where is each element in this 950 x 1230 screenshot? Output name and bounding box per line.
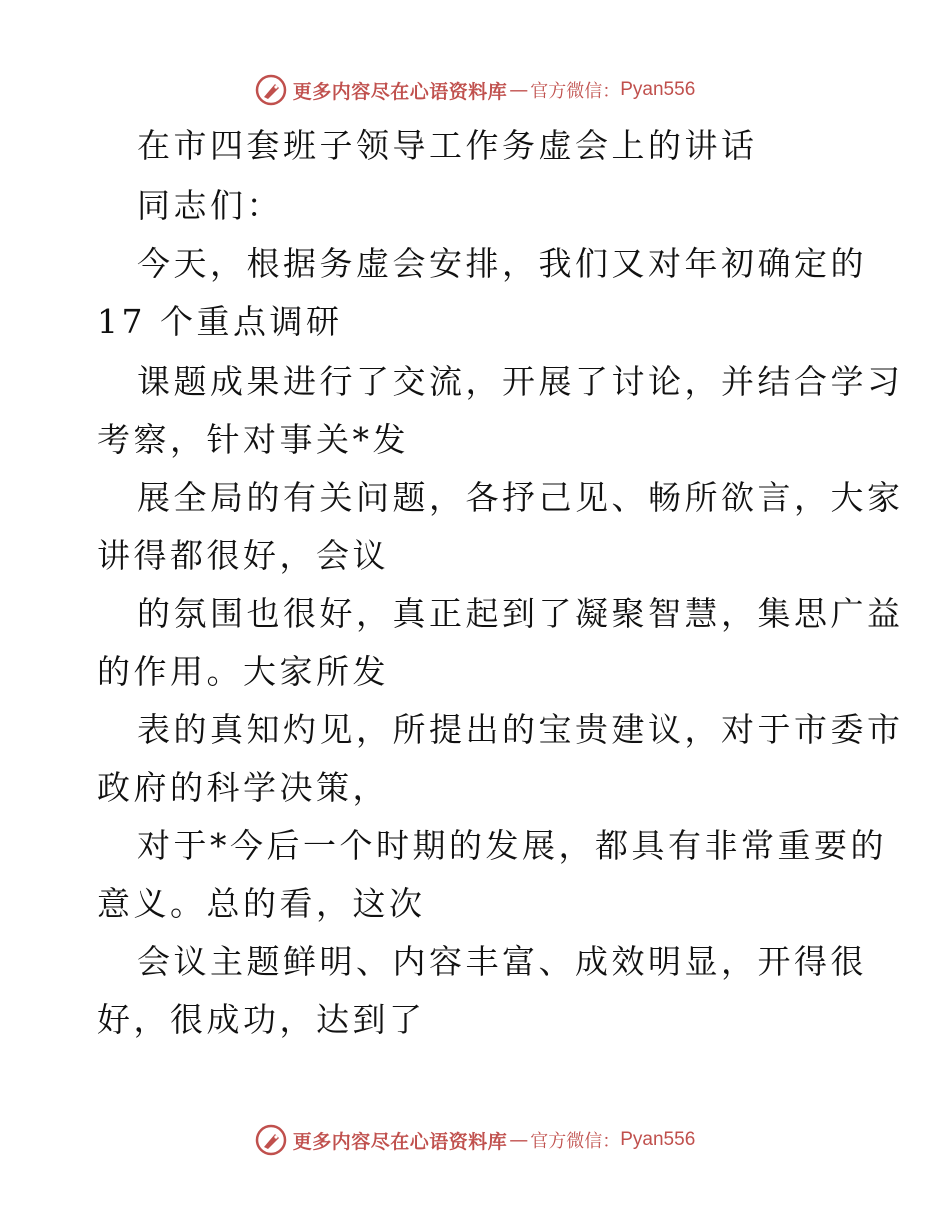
text-line: 好，很成功，达到了 [97,1000,426,1039]
watermark-wechat-label: 官方微信： [530,1131,621,1152]
text-line: 的氛围也很好，真正起到了凝聚智慧，集思广益 [137,594,904,633]
text-line: 考察，针对事关*发 [97,420,409,459]
text-line: 课题成果进行了交流，开展了讨论，并结合学习 [137,362,904,401]
watermark-text: 更多内容尽在心语资料库 [292,1130,508,1153]
watermark-footer [0,1120,950,1160]
text-line: 展全局的有关问题，各抒己见、畅所欲言，大家 [137,478,904,517]
watermark-dash: — [509,79,529,101]
watermark-wechat-label: 官方微信： [530,81,621,102]
text-line: 会议主题鲜明、内容丰富、成效明显，开得很 [137,942,867,981]
salutation: 同志们： [137,186,283,225]
text-line: 意义。总的看，这次 [97,884,426,923]
watermark-wechat-id: Pyan556 [620,1129,696,1150]
text-line: 表的真知灼见，所提出的宝贵建议，对于市委市 [137,710,904,749]
document-title: 在市四套班子领导工作务虚会上的讲话 [137,126,758,165]
text-line: 今天，根据务虚会安排，我们又对年初确定的 [137,244,867,283]
watermark-header [0,70,950,110]
text-line: 政府的科学决策， [97,768,389,807]
pen-nib-circle-icon [255,74,287,106]
text-line: 17 个重点调研 [97,302,343,341]
watermark-dash: — [509,1129,529,1151]
text-line: 的作用。大家所发 [97,652,389,691]
watermark-text: 更多内容尽在心语资料库 [292,80,508,103]
watermark-wechat-id: Pyan556 [620,79,696,100]
pen-nib-circle-icon [255,1124,287,1156]
text-line: 讲得都很好，会议 [97,536,389,575]
text-line: 对于*今后一个时期的发展，都具有非常重要的 [137,826,887,865]
